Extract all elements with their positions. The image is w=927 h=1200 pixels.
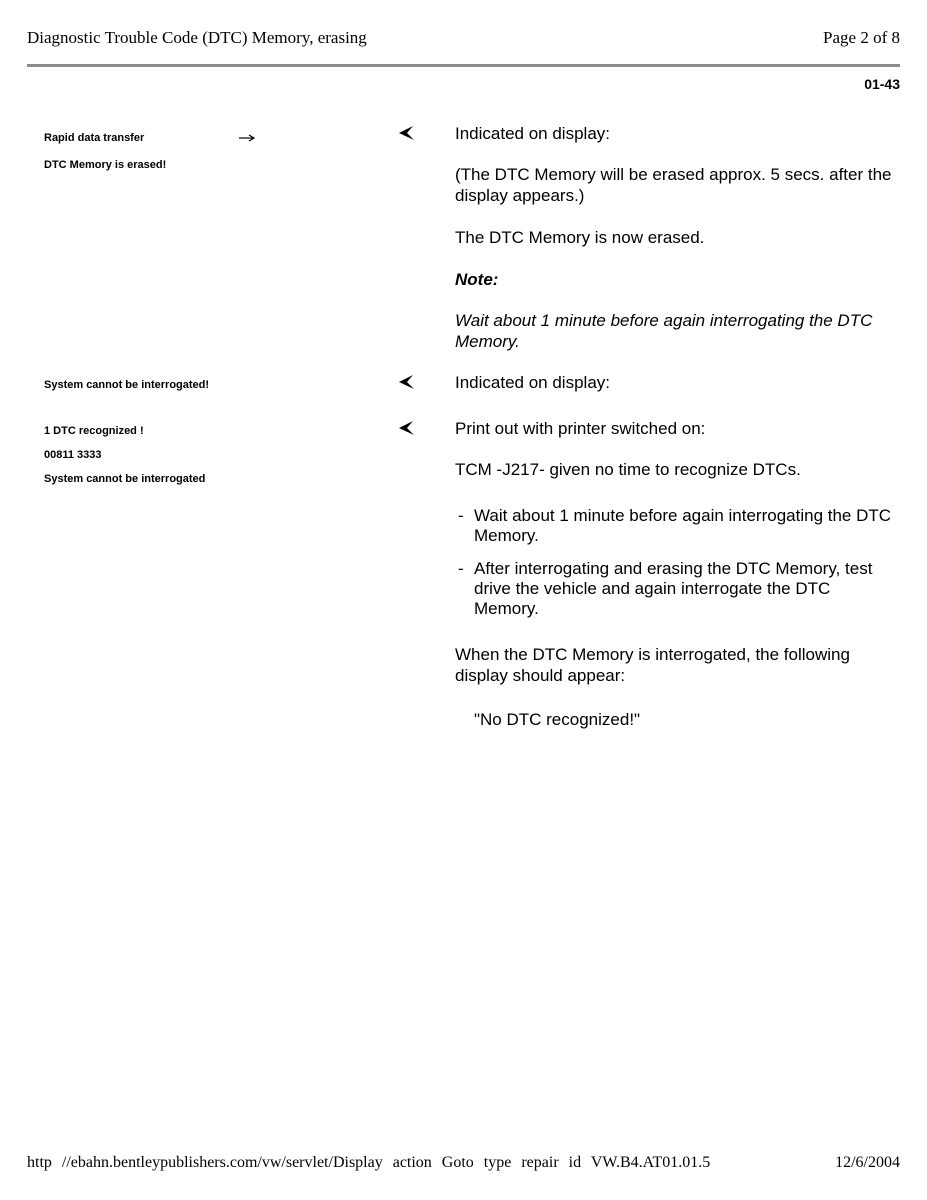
- left-pointer-icon: [398, 420, 416, 438]
- bullet-text: After interrogating and erasing the DTC Memory, test drive the vehicle and again interrogate the DTC Memory.: [474, 559, 873, 618]
- display-text-cannot-interrogate-2: System cannot be interrogated: [44, 473, 206, 485]
- bullet-text: Wait about 1 minute before again interrogating the DTC Memory.: [474, 506, 892, 545]
- interrogation-result-text: When the DTC Memory is interrogated, the following display should appear:: [455, 645, 850, 685]
- note-text: Wait about 1 minute before again interrogating the DTC Memory.: [455, 311, 873, 351]
- header-divider: [27, 64, 900, 67]
- tcm-text: TCM -J217- given no time to recognize DTCs.: [455, 460, 801, 479]
- indicated-on-display-2: Indicated on display:: [455, 373, 610, 392]
- erase-timing-note: (The DTC Memory will be erased approx. 5 secs. after the display appears.): [455, 165, 892, 205]
- indicated-on-display-1: Indicated on display:: [455, 124, 610, 143]
- bullet-dash: -: [458, 559, 464, 578]
- document-title: Diagnostic Trouble Code (DTC) Memory, erasing: [27, 28, 367, 47]
- display-text-memory-erased: DTC Memory is erased!: [44, 159, 167, 171]
- display-text-cannot-interrogate: System cannot be interrogated!: [44, 379, 210, 391]
- left-pointer-icon: [398, 374, 416, 392]
- display-text-code: 00811 3333: [44, 449, 102, 461]
- bullet-item: [455, 559, 895, 619]
- memory-erased-text: The DTC Memory is now erased.: [455, 228, 705, 247]
- page-number: Page 2 of 8: [823, 28, 900, 47]
- bullet-item: [455, 506, 895, 546]
- bullet-dash: -: [458, 506, 464, 525]
- footer-url: http //ebahn.bentleypublishers.com/vw/servlet/Display action Goto type repair id VW.B4.AT01.01.5: [27, 1154, 711, 1171]
- footer-date: 12/6/2004: [835, 1154, 900, 1171]
- note-heading: Note:: [455, 270, 499, 289]
- expected-display-quote: "No DTC recognized!": [474, 710, 641, 729]
- section-code: 01-43: [864, 76, 900, 92]
- display-text-dtc-recognized: 1 DTC recognized !: [44, 425, 144, 437]
- print-out-text: Print out with printer switched on:: [455, 419, 706, 438]
- display-text-rapid-transfer: Rapid data transfer: [44, 132, 145, 144]
- left-pointer-icon: [398, 125, 416, 143]
- right-arrow-icon: [238, 130, 256, 144]
